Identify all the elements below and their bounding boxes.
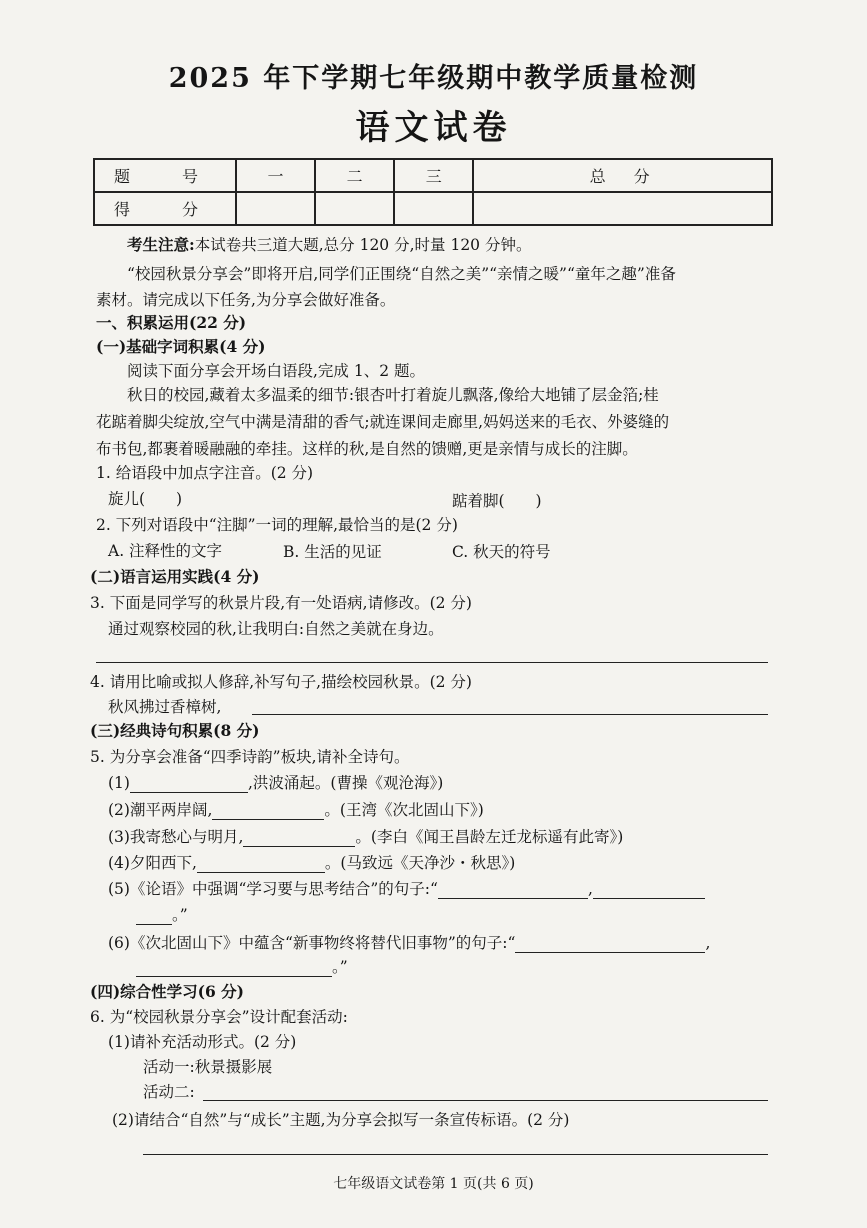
score-table-col-1: 一 <box>236 159 315 192</box>
score-cell-1[interactable] <box>236 192 315 225</box>
question-6-activity-2: 活动二: <box>143 1083 195 1101</box>
poem-line-1-blank[interactable] <box>130 776 248 793</box>
score-table-header-row <box>94 159 772 192</box>
part-1-title: (一)基础字词积累(4 分) <box>96 337 266 356</box>
question-1-stem: 1. 给语段中加点字注音。(2 分) <box>96 464 314 482</box>
score-cell-3[interactable] <box>394 192 473 225</box>
question-2-option-b[interactable]: B. 生活的见证 <box>283 543 382 561</box>
poem-line-5-cont <box>136 903 188 925</box>
question-6-slogan-line[interactable] <box>143 1154 768 1155</box>
passage-line-3: 布书包,都裹着暖融融的牵挂。这样的秋,是自然的馈赠,更是亲情与成长的注脚。 <box>96 440 638 458</box>
poem-line-3-text: (3)我寄愁心与明月, <box>108 828 244 846</box>
score-table <box>93 158 773 226</box>
intro-line-2: 素材。请完成以下任务,为分享会做好准备。 <box>96 291 396 309</box>
question-5-stem: 5. 为分享会准备“四季诗韵”板块,请补全诗句。 <box>90 748 410 766</box>
question-3-answer-line[interactable] <box>96 662 768 663</box>
question-4-stem: 4. 请用比喻或拟人修辞,补写句子,描绘校园秋景。(2 分) <box>90 673 472 691</box>
part-2-title: (二)语言运用实践(4 分) <box>90 567 260 586</box>
poem-line-3 <box>108 825 623 847</box>
part-4-title: (四)综合性学习(6 分) <box>90 982 245 1001</box>
question-6-activity-2-line[interactable] <box>203 1100 768 1101</box>
poem-line-2 <box>108 798 484 820</box>
poem-line-5-blank-c[interactable] <box>136 908 172 925</box>
poem-line-6-end: 。” <box>332 958 348 976</box>
poem-line-4-source: 。(马致远《天净沙・秋思》) <box>324 854 516 872</box>
subject-title: 语文试卷 <box>355 108 512 148</box>
poem-line-5-end: 。” <box>172 906 188 924</box>
poem-line-3-blank[interactable] <box>243 830 355 847</box>
page-footer: 七年级语文试卷第 1 页(共 6 页) <box>333 1176 534 1192</box>
poem-line-1-prefix: (1) <box>108 774 130 792</box>
exam-notice <box>127 233 531 255</box>
poem-line-6-comma: , <box>705 934 711 952</box>
question-2-option-a[interactable]: A. 注释性的文字 <box>108 542 223 560</box>
question-4-prompt: 秋风拂过香樟树, <box>108 698 222 716</box>
poem-line-6-cont <box>136 955 348 977</box>
poem-line-5 <box>108 877 705 899</box>
poem-line-1-text: ,洪波涌起。(曹操《观沧海》) <box>247 774 444 792</box>
poem-line-2-text: (2)潮平两岸阔, <box>108 801 213 819</box>
poem-line-5-blank-b[interactable] <box>593 882 705 899</box>
question-4-answer-line[interactable] <box>252 714 768 715</box>
part-3-title: (三)经典诗句积累(8 分) <box>90 721 260 740</box>
notice-label: 考生注意: <box>127 235 195 254</box>
passage-line-1: 秋日的校园,藏着太多温柔的细节:银杏叶打着旋儿飘落,像给大地铺了层金箔;桂 <box>127 386 659 404</box>
question-6-activity-1: 活动一:秋景摄影展 <box>143 1058 273 1076</box>
poem-line-5-text: (5)《论语》中强调“学习要与思考结合”的句子:“ <box>108 880 438 898</box>
score-table-col-3: 三 <box>394 159 473 192</box>
section-1-title: 一、积累运用(22 分) <box>96 313 247 332</box>
poem-line-4 <box>108 851 515 873</box>
score-table-score-row <box>94 192 772 225</box>
poem-line-6-blank-a[interactable] <box>515 936 705 953</box>
poem-line-1 <box>108 771 443 793</box>
intro-line-1: “校园秋景分享会”即将开启,同学们正围绕“自然之美”“亲情之暖”“童年之趣”准备 <box>127 265 676 283</box>
question-1-item-a[interactable]: 旋儿( ) <box>108 490 183 508</box>
poem-line-4-blank[interactable] <box>197 856 325 873</box>
question-1-item-b[interactable]: 踮着脚( ) <box>452 492 542 510</box>
score-table-label-score: 得 分 <box>94 192 236 225</box>
poem-line-3-source: 。(李白《闻王昌龄左迁龙标遥有此寄》) <box>355 828 624 846</box>
exam-title: 2025 年下学期七年级期中教学质量检测 <box>168 63 699 94</box>
question-6-sub-2: (2)请结合“自然”与“成长”主题,为分享会拟写一条宣传标语。(2 分) <box>112 1111 570 1129</box>
score-table-label-question: 题 号 <box>94 159 236 192</box>
question-2-stem: 2. 下列对语段中“注脚”一词的理解,最恰当的是(2 分) <box>96 516 458 534</box>
question-3-stem: 3. 下面是同学写的秋景片段,有一处语病,请修改。(2 分) <box>90 594 472 612</box>
poem-line-6 <box>108 931 710 953</box>
score-table-col-total: 总 分 <box>473 159 772 192</box>
question-6-sub-1: (1)请补充活动形式。(2 分) <box>108 1033 297 1051</box>
question-2-option-c[interactable]: C. 秋天的符号 <box>452 543 551 561</box>
poem-line-6-blank-b[interactable] <box>136 960 332 977</box>
score-cell-2[interactable] <box>315 192 394 225</box>
poem-line-4-text: (4)夕阳西下, <box>108 854 197 872</box>
score-cell-total[interactable] <box>473 192 772 225</box>
poem-line-6-text: (6)《次北固山下》中蕴含“新事物终将替代旧事物”的句子:“ <box>108 934 516 952</box>
poem-line-5-blank-a[interactable] <box>438 882 588 899</box>
part-1-instruction: 阅读下面分享会开场白语段,完成 1、2 题。 <box>127 362 426 380</box>
question-3-sentence: 通过观察校园的秋,让我明白:自然之美就在身边。 <box>108 620 444 638</box>
question-6-stem: 6. 为“校园秋景分享会”设计配套活动: <box>90 1008 348 1026</box>
poem-line-5-comma: , <box>587 880 593 898</box>
notice-text: 本试卷共三道大题,总分 120 分,时量 120 分钟。 <box>194 236 532 254</box>
score-table-col-2: 二 <box>315 159 394 192</box>
passage-line-2: 花踮着脚尖绽放,空气中满是清甜的香气;就连课间走廊里,妈妈送来的毛衣、外婆缝的 <box>96 413 670 431</box>
poem-line-2-source: 。(王湾《次北固山下》) <box>324 801 484 819</box>
poem-line-2-blank[interactable] <box>212 803 324 820</box>
